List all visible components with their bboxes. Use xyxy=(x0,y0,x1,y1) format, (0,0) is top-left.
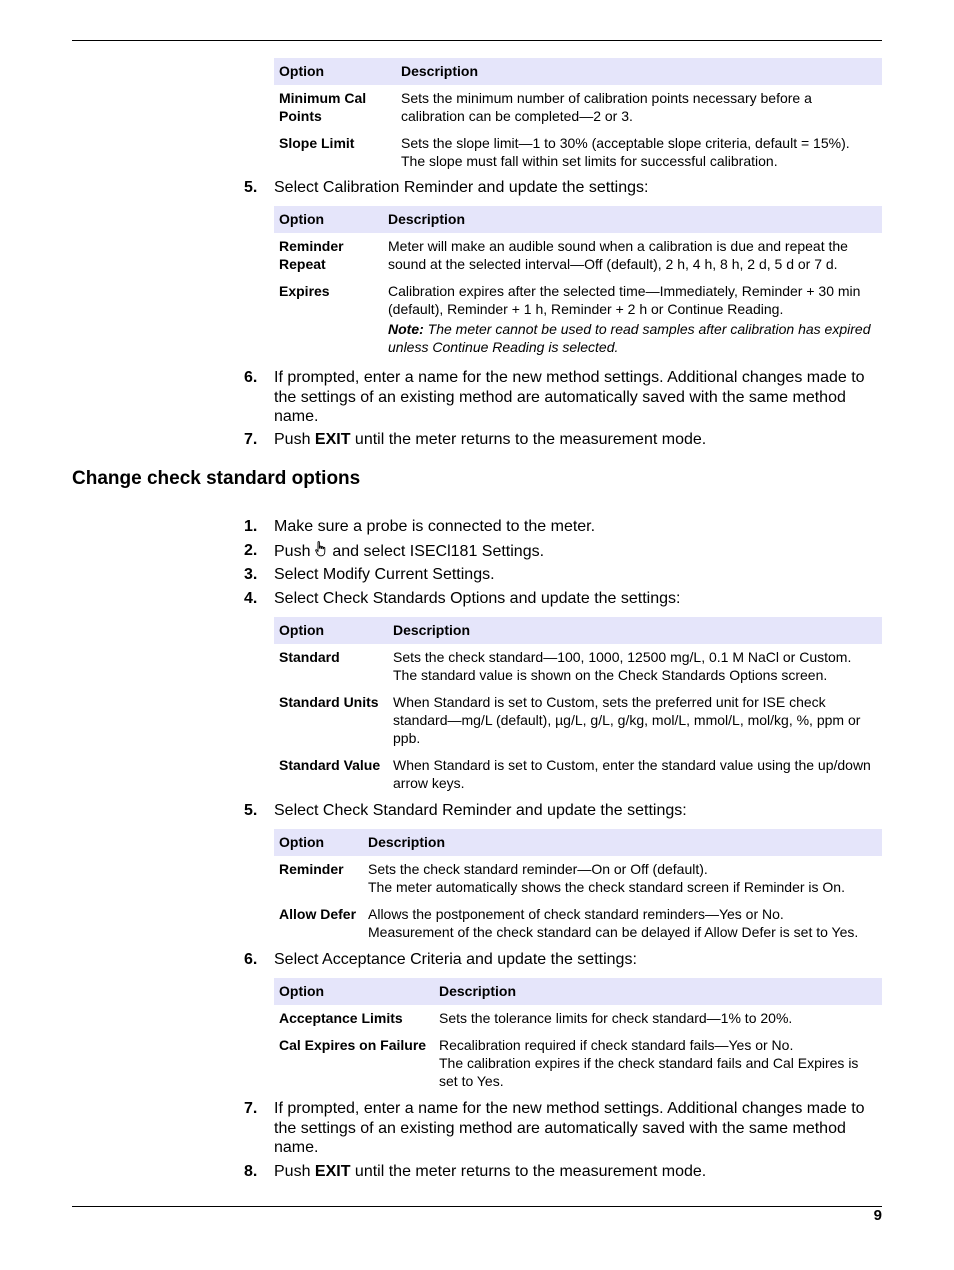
column-header-option: Option xyxy=(274,617,388,644)
table-row xyxy=(274,856,882,901)
table-header-row xyxy=(274,206,882,233)
step-number: 6. xyxy=(244,369,258,386)
option-description xyxy=(383,278,882,361)
option-name: Acceptance Limits xyxy=(279,1010,403,1026)
step-text-part: until the meter returns to the measurement mode. xyxy=(350,1163,707,1180)
column-header-option: Option xyxy=(274,978,434,1005)
step-number: 4. xyxy=(244,590,258,607)
option-description xyxy=(434,1032,882,1095)
step-text: If prompted, enter a name for the new method settings. Additional changes made to the settings of an existing method are automatically saved with the same method name. xyxy=(274,369,865,425)
exit-key-label: EXIT xyxy=(314,1163,351,1180)
option-name: Allow Defer xyxy=(279,906,357,922)
description-line: Recalibration required if check standard fails—Yes or No. xyxy=(439,1037,794,1053)
option-name: Reminder Repeat xyxy=(279,238,344,272)
step-number: 6. xyxy=(244,951,258,968)
table-row xyxy=(274,689,882,752)
step-text: Select Calibration Reminder and update the settings: xyxy=(274,179,649,196)
table-row xyxy=(274,901,882,946)
step-number: 2. xyxy=(244,542,258,559)
option-name: Standard Value xyxy=(279,757,381,773)
column-header-option: Option xyxy=(274,829,363,856)
step-text xyxy=(274,541,882,563)
step-number: 1. xyxy=(244,518,258,535)
table-row xyxy=(274,1005,882,1032)
table-row xyxy=(274,1032,882,1095)
exit-key-label: EXIT xyxy=(314,431,351,448)
table-row xyxy=(274,85,882,130)
option-description: Sets the check standard—100, 1000, 12500 mg/L, 0.1 M NaCl or Custom. The standard value is shown on the Check Standards Options screen. xyxy=(393,649,852,683)
note-text: The meter cannot be used to read samples after calibration has expired unless Continue Reading is selected. xyxy=(388,321,871,355)
calibration-reminder-table xyxy=(274,206,882,361)
step-number: 7. xyxy=(244,1100,258,1117)
table-row xyxy=(274,644,882,689)
step-number: 8. xyxy=(244,1163,258,1180)
column-header-option: Option xyxy=(274,206,383,233)
table-row xyxy=(274,752,882,797)
table-header-row xyxy=(274,978,882,1005)
table-header-row xyxy=(274,829,882,856)
step-text: If prompted, enter a name for the new method settings. Additional changes made to the settings of an existing method are automatically saved with the same method name. xyxy=(274,1100,865,1156)
option-description: Sets the tolerance limits for check standard—1% to 20%. xyxy=(439,1010,793,1026)
table-row xyxy=(274,233,882,278)
table-row xyxy=(274,278,882,361)
column-header-description: Description xyxy=(383,206,882,233)
column-header-description: Description xyxy=(363,829,882,856)
step-item xyxy=(244,368,882,427)
hand-pointer-icon xyxy=(315,541,328,563)
option-description: When Standard is set to Custom, sets the preferred unit for ISE check standard—mg/L (default), µg/L, g/L, g/kg, mol/L, mmol/L, mol/kg, %, ppm or ppb. xyxy=(393,694,861,746)
option-description: Sets the slope limit—1 to 30% (acceptable slope criteria, default = 15%). The slope must fall within set limits for successful calibration. xyxy=(401,135,850,169)
description-line: The calibration expires if the check standard fails and Cal Expires is set to Yes. xyxy=(439,1055,859,1089)
step-item xyxy=(244,541,882,563)
step-item xyxy=(244,565,882,585)
step-text-part: Push xyxy=(274,543,315,560)
section-heading: Change check standard options xyxy=(72,468,361,489)
step-text-part: Push xyxy=(274,431,315,448)
option-description: Sets the minimum number of calibration points necessary before a calibration can be completed—2 or 3. xyxy=(401,90,812,124)
step-item xyxy=(244,1099,882,1158)
page-number: 9 xyxy=(873,1207,882,1224)
step-item xyxy=(244,178,882,198)
option-name: Reminder xyxy=(279,861,344,877)
option-name: Standard xyxy=(279,649,340,665)
table-header-row xyxy=(274,617,882,644)
step-item xyxy=(244,1162,882,1182)
option-name: Slope Limit xyxy=(279,135,355,151)
step-text: Select Acceptance Criteria and update the settings: xyxy=(274,951,637,968)
description-line: Measurement of the check standard can be delayed if Allow Defer is set to Yes. xyxy=(368,924,859,940)
step-text xyxy=(274,430,882,450)
step-text-part: until the meter returns to the measurement mode. xyxy=(350,431,707,448)
option-name: Standard Units xyxy=(279,694,379,710)
step-item xyxy=(244,589,882,609)
option-description xyxy=(363,856,882,901)
table-header-row xyxy=(274,58,882,85)
note-label: Note: xyxy=(388,321,424,337)
option-name: Minimum Cal Points xyxy=(279,90,367,124)
description-line: Sets the check standard reminder—On or Off (default). xyxy=(368,861,708,877)
step-text: Make sure a probe is connected to the meter. xyxy=(274,518,596,535)
step-number: 7. xyxy=(244,431,258,448)
table-row xyxy=(274,130,882,175)
step-text-part: and select ISECl181 Settings. xyxy=(327,543,545,560)
check-standards-options-table xyxy=(274,617,882,797)
description-text: Calibration expires after the selected time—Immediately, Reminder + 30 min (default), Reminder + 1 h, Reminder + 2 h or Continue Reading. xyxy=(388,283,861,317)
step-number: 5. xyxy=(244,179,258,196)
description-line: The meter automatically shows the check standard screen if Reminder is On. xyxy=(368,879,845,895)
step-text xyxy=(274,1162,882,1182)
step-number: 3. xyxy=(244,566,258,583)
column-header-description: Description xyxy=(434,978,882,1005)
option-name: Expires xyxy=(279,283,330,299)
footer-rule xyxy=(72,1206,882,1207)
step-text: Select Modify Current Settings. xyxy=(274,566,495,583)
option-description: Meter will make an audible sound when a calibration is due and repeat the sound at the selected interval—Off (default), 2 h, 4 h, 8 h, 2 d, 5 d or 7 d. xyxy=(388,238,848,272)
step-text: Select Check Standard Reminder and update the settings: xyxy=(274,802,687,819)
note xyxy=(388,320,877,356)
step-item xyxy=(244,801,882,821)
step-item xyxy=(244,950,882,970)
column-header-option: Option xyxy=(274,58,396,85)
description-line: Allows the postponement of check standard reminders—Yes or No. xyxy=(368,906,784,922)
column-header-description: Description xyxy=(396,58,882,85)
option-description xyxy=(363,901,882,946)
option-description: When Standard is set to Custom, enter the standard value using the up/down arrow keys. xyxy=(393,757,871,791)
acceptance-criteria-table xyxy=(274,978,882,1095)
step-text-part: Push xyxy=(274,1163,315,1180)
step-item xyxy=(244,517,882,537)
header-rule xyxy=(72,40,882,41)
check-standard-reminder-table xyxy=(274,829,882,946)
step-number: 5. xyxy=(244,802,258,819)
column-header-description: Description xyxy=(388,617,882,644)
step-text: Select Check Standards Options and update the settings: xyxy=(274,590,681,607)
step-item xyxy=(244,430,882,450)
calibration-options-table xyxy=(274,58,882,175)
option-name: Cal Expires on Failure xyxy=(279,1037,427,1053)
